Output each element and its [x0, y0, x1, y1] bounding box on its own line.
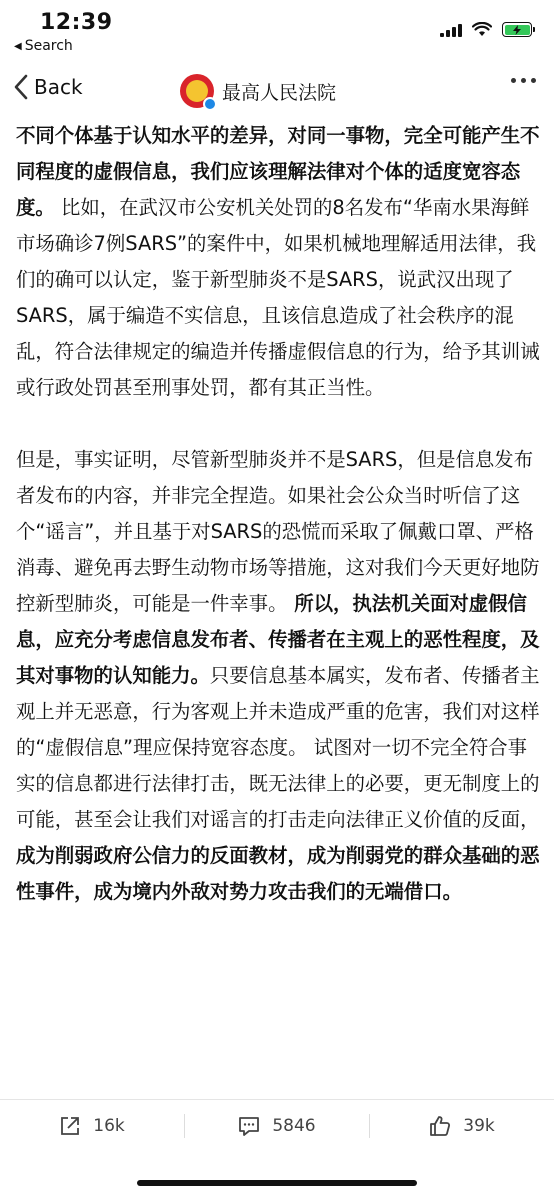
- cellular-signal-icon: [440, 23, 462, 37]
- status-icons: [440, 22, 532, 37]
- like-button[interactable]: [370, 1115, 554, 1137]
- bold-text: 不同个体基于认知水平的差异，对同一事物，完全可能产生不同程度的虚假信息，我们应该理解法律对个体的适度宽容态度。: [16, 124, 540, 219]
- comment-icon: [238, 1115, 260, 1137]
- account-name: 最高人民法院: [222, 81, 337, 104]
- action-bar: [0, 1099, 554, 1151]
- like-count: 39k: [463, 1115, 495, 1136]
- thumbs-up-icon: [429, 1115, 451, 1137]
- body-text: 但是，事实证明，尽管新型肺炎并不是SARS，但是信息发布者发布的内容，并非完全捏造。如果社会公众当时听信了这个“谣言”，并且基于对SARS的恐慌而采取了佩戴口罩、严格消毒、避免再去野生动物市场等措施，这对我们今天更好地防控新型肺炎，可能是一件幸事。: [16, 448, 540, 615]
- share-button[interactable]: [0, 1115, 184, 1137]
- back-to-search[interactable]: [14, 38, 73, 54]
- article-body: [16, 118, 542, 1140]
- comment-count: 5846: [272, 1115, 316, 1136]
- back-to-search-label: Search: [24, 38, 73, 54]
- account-avatar[interactable]: [180, 74, 214, 108]
- chevron-left-icon: [14, 74, 28, 100]
- more-options-icon[interactable]: [511, 78, 536, 83]
- back-button[interactable]: [14, 74, 83, 100]
- article-paragraph: [16, 442, 542, 910]
- comment-button[interactable]: [185, 1115, 369, 1137]
- bold-text: 所以，执法机关面对虚假信息，应充分考虑信息发布者、传播者在主观上的恶性程度，及其对事物的认知能力。: [16, 592, 540, 687]
- nav-bar: [0, 62, 554, 118]
- share-icon: [59, 1115, 81, 1137]
- account-header[interactable]: [180, 74, 336, 108]
- battery-icon: [502, 22, 532, 37]
- bold-text: 成为削弱政府公信力的反面教材，成为削弱党的群众基础的恶性事件，成为境内外敌对势力攻击我们的无端借口。: [16, 844, 540, 903]
- wifi-icon: [472, 22, 492, 37]
- article-paragraph: [16, 118, 542, 406]
- body-text: 比如，在武汉市公安机关处罚的8名发布“华南水果海鲜市场确诊7例SARS”的案件中，如果机械地理解适用法律，我们的确可以认定，鉴于新型肺炎不是SARS，说武汉出现了SARS，属于编造不实信息，且该信息造成了社会秩序的混乱，符合法律规定的编造并传播虚假信息的行为，给予其训诫或行政处罚甚至刑事处罚，都有其正当性。: [16, 196, 540, 399]
- back-button-label: Back: [34, 75, 83, 99]
- share-count: 16k: [93, 1115, 125, 1136]
- status-time: 12:39: [40, 10, 113, 35]
- charging-bolt-icon: [513, 25, 521, 35]
- verified-badge-icon: [203, 97, 217, 111]
- status-bar: [0, 0, 554, 62]
- home-indicator[interactable]: [137, 1180, 417, 1186]
- body-text: 只要信息基本属实，发布者、传播者主观上并无恶意，行为客观上并未造成严重的危害，我们对这样的“虚假信息”理应保持宽容态度。 试图对一切不完全符合事实的信息都进行法律打击，既无法律上的必要，更无制度上的可能，甚至会让我们对谣言的打击走向法律正义价值的反面，: [16, 664, 540, 831]
- back-triangle-icon: ◀: [14, 40, 22, 52]
